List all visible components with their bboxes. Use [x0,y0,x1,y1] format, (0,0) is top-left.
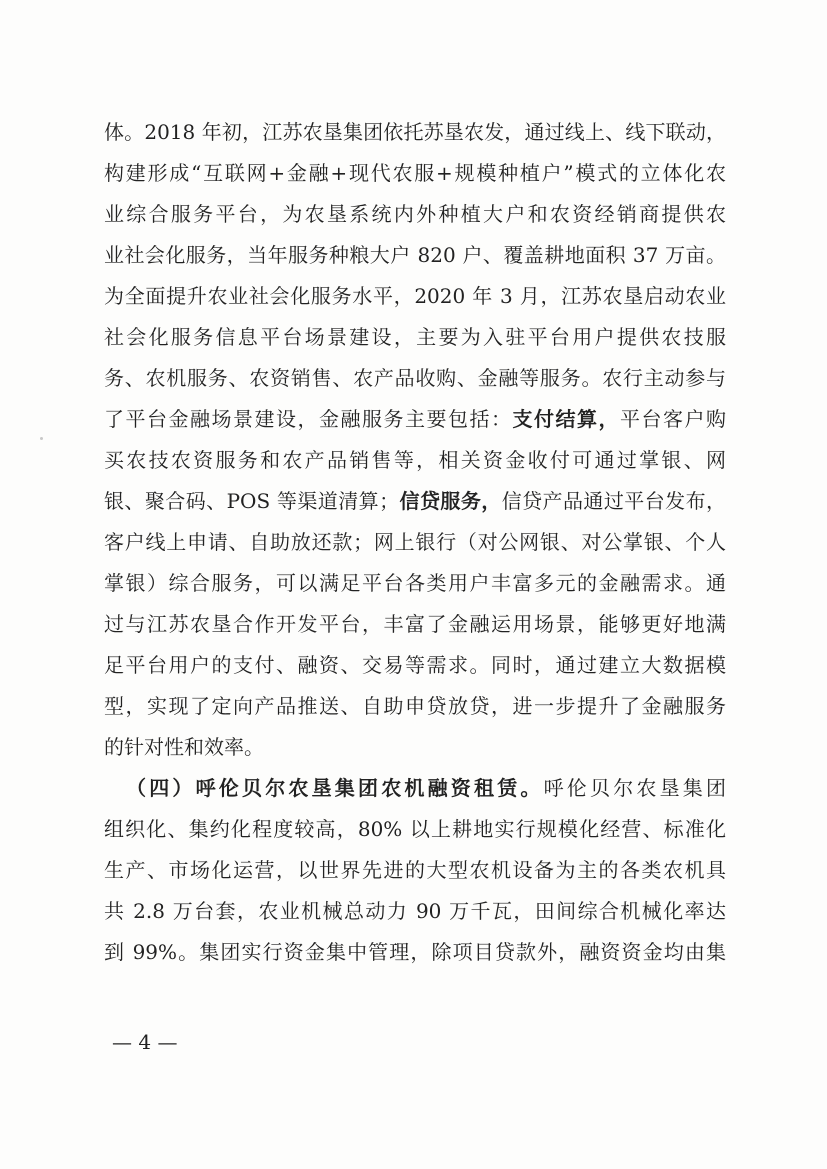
section-heading: （四）呼伦贝尔农垦集团农机融资租赁。 [126,776,544,800]
text-line-19: 生产、市场化运营，以世界先进的大型农机设备为主的各类农机具 [104,858,726,882]
text-line-11: 客户线上申请、自助放还款；网上银行（对公网银、对公掌银、个人 [104,530,726,554]
text-line-10-bold: 信贷服务， [399,489,502,513]
text-line-21: 到 99%。集团实行资金集中管理，除项目贷款外，融资资金均由集 [104,940,726,964]
text-line-10 [104,481,726,522]
text-line-12: 掌银）综合服务，可以满足平台各类用户丰富多元的金融需求。通 [104,571,726,595]
text-line-8-bold: 支付结算， [512,407,620,431]
text-line-8-post: 平台客户购 [620,407,726,431]
body-text [104,112,726,973]
text-line-13: 过与江苏农垦合作开发平台，丰富了金融运用场景，能够更好地满 [104,612,726,636]
page-number: — 4 — [112,1030,178,1054]
text-line-20: 共 2.8 万台套，农业机械总动力 90 万千瓦，田间综合机械化率达 [104,899,726,923]
scan-speck [40,437,43,440]
text-line-10-post: 信贷产品通过平台发布， [501,489,727,513]
text-line-5: 为全面提升农业社会化服务水平，2020 年 3 月，江苏农垦启动农业 [104,284,726,308]
section-heading-line [104,768,726,809]
text-line-6: 社会化服务信息平台场景建设，主要为入驻平台用户提供农技服 [104,325,726,349]
section-heading-post: 呼伦贝尔农垦集团 [543,776,727,800]
text-line-18: 组织化、集约化程度较高，80% 以上耕地实行规模化经营、标准化 [104,817,726,841]
text-line-14: 足平台用户的支付、融资、交易等需求。同时，通过建立大数据模 [104,653,726,677]
text-line-7: 务、农机服务、农资销售、农产品收购、金融等服务。农行主动参与 [104,366,726,390]
text-line-3: 业综合服务平台，为农垦系统内外种植大户和农资经销商提供农 [104,202,726,226]
text-line-1: 体。2018 年初，江苏农垦集团依托苏垦农发，通过线上、线下联动， [104,120,726,144]
text-line-16: 的针对性和效率。 [104,735,264,759]
text-line-8-pre: 了平台金融场景建设，金融服务主要包括： [104,407,513,431]
text-line-2: 构建形成“互联网+金融+现代农服+规模种植户”模式的立体化农 [104,161,726,185]
text-line-15: 型，实现了定向产品推送、自助申贷放贷，进一步提升了金融服务 [104,694,726,718]
text-line-9: 买农技农资服务和农产品销售等，相关资金收付可通过掌银、网 [104,448,726,472]
text-line-8 [104,399,726,440]
text-line-10-pre: 银、聚合码、POS 等渠道清算； [104,489,400,513]
text-line-4: 业社会化服务，当年服务种粮大户 820 户、覆盖耕地面积 37 万亩。 [104,243,726,267]
